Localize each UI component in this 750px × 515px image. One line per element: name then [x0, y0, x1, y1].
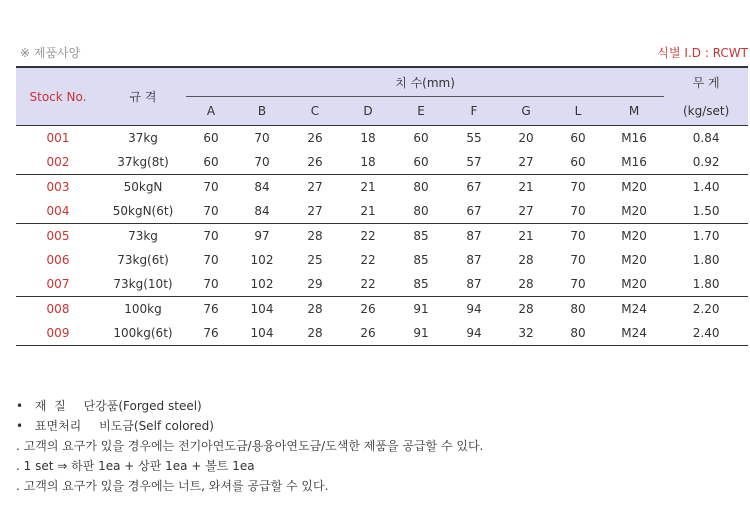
dim-a-cell: 70	[203, 253, 219, 267]
col-header-e: E	[394, 97, 448, 126]
dim-d-cell: 22	[360, 253, 376, 267]
dim-f-cell: 55	[448, 126, 500, 151]
stock-no-cell: 001	[16, 126, 100, 151]
dim-b-cell: 97	[236, 224, 288, 249]
spec-cell: 73kg	[100, 224, 186, 249]
weight-cell: 2.20	[664, 297, 748, 322]
dim-f-cell: 57	[466, 155, 482, 169]
table-row	[16, 321, 748, 346]
surface-value: 비도금(Self colored)	[99, 419, 214, 433]
col-header-weight-unit: (kg/set)	[664, 97, 748, 126]
spec-cell: 100kg(6t)	[100, 321, 186, 346]
dim-l-cell: 80	[552, 297, 604, 322]
dim-m-cell: M20	[604, 175, 664, 200]
bullet-icon: •	[16, 419, 24, 433]
dim-e-cell: 91	[394, 321, 448, 346]
dim-l-cell: 70	[552, 175, 604, 200]
dim-e-cell: 60	[413, 155, 429, 169]
col-header-spec: 규 격	[100, 67, 186, 126]
dim-e-cell: 80	[394, 175, 448, 200]
dim-b-cell: 104	[236, 297, 288, 322]
dim-m-cell: M20	[604, 224, 664, 249]
dim-g-cell: 27	[518, 155, 534, 169]
dim-a-cell: 76	[186, 297, 236, 322]
weight-cell: 1.40	[664, 175, 748, 200]
table-row	[16, 199, 748, 224]
note-nut-washer: . 고객의 요구가 있을 경우에는 너트, 와셔를 공급할 수 있다.	[16, 479, 329, 493]
dim-a-cell: 70	[186, 224, 236, 249]
col-header-c: C	[288, 97, 342, 126]
dim-b-cell: 84	[254, 204, 270, 218]
dim-e-cell: 91	[394, 297, 448, 322]
spec-cell: 73kg(6t)	[117, 253, 169, 267]
dim-c-cell: 28	[288, 297, 342, 322]
dim-l-cell: 70	[552, 224, 604, 249]
dim-d-cell: 21	[342, 175, 394, 200]
dim-m-cell: M24	[604, 321, 664, 346]
dim-a-cell: 70	[203, 277, 219, 291]
stock-no-cell: 007	[46, 277, 70, 291]
dim-a-cell: 76	[186, 321, 236, 346]
dim-f-cell: 67	[466, 204, 482, 218]
weight-cell: 0.84	[664, 126, 748, 151]
identification-id: 식별 I.D : RCWT	[657, 46, 748, 60]
dim-d-cell: 26	[342, 297, 394, 322]
col-header-a: A	[186, 97, 236, 126]
material-label: 재 질	[34, 399, 66, 413]
dim-a-cell: 70	[186, 175, 236, 200]
spec-table	[16, 66, 748, 346]
weight-cell: 1.70	[664, 224, 748, 249]
dim-g-cell: 21	[500, 224, 552, 249]
weight-cell: 1.80	[692, 277, 720, 291]
stock-no-cell: 008	[16, 297, 100, 322]
spec-cell: 73kg(10t)	[113, 277, 173, 291]
dim-e-cell: 80	[413, 204, 429, 218]
table-row	[16, 248, 748, 272]
dim-b-cell: 70	[236, 126, 288, 151]
note-set: . 1 set ⇒ 하판 1ea + 상판 1ea + 볼트 1ea	[16, 459, 255, 473]
col-header-d: D	[342, 97, 394, 126]
dim-d-cell: 26	[342, 321, 394, 346]
dim-l-cell: 60	[552, 126, 604, 151]
dim-d-cell: 22	[342, 224, 394, 249]
spec-cell: 50kgN	[100, 175, 186, 200]
dim-b-cell: 102	[250, 277, 274, 291]
dim-g-cell: 21	[500, 175, 552, 200]
spec-cell: 100kg	[100, 297, 186, 322]
dim-d-cell: 22	[360, 277, 376, 291]
dim-f-cell: 87	[466, 277, 482, 291]
dim-l-cell: 70	[570, 253, 586, 267]
note-material	[16, 396, 736, 416]
dim-c-cell: 28	[288, 224, 342, 249]
spec-cell: 37kg(8t)	[117, 155, 169, 169]
dim-d-cell: 18	[360, 155, 376, 169]
dim-g-cell: 27	[518, 204, 534, 218]
note-surface	[16, 416, 736, 436]
table-row	[16, 150, 748, 175]
stock-no-cell: 004	[46, 204, 70, 218]
dim-c-cell: 25	[307, 253, 323, 267]
title-row	[20, 44, 748, 62]
dim-e-cell: 60	[394, 126, 448, 151]
dim-m-cell: M16	[604, 126, 664, 151]
dim-a-cell: 70	[203, 204, 219, 218]
dim-c-cell: 27	[288, 175, 342, 200]
weight-cell: 0.92	[692, 155, 720, 169]
dim-b-cell: 84	[236, 175, 288, 200]
dim-c-cell: 28	[288, 321, 342, 346]
col-header-stock: Stock No.	[16, 67, 100, 126]
dim-c-cell: 27	[307, 204, 323, 218]
table-row	[16, 297, 748, 322]
dim-b-cell: 102	[250, 253, 274, 267]
col-header-dimensions: 치 수(mm)	[186, 67, 664, 97]
table-row	[16, 175, 748, 200]
table-row	[16, 272, 748, 297]
dim-m-cell: M20	[621, 277, 647, 291]
dim-g-cell: 28	[518, 277, 534, 291]
dim-b-cell: 70	[254, 155, 270, 169]
col-header-weight: 무 게	[664, 67, 748, 97]
dim-l-cell: 70	[570, 277, 586, 291]
dim-c-cell: 29	[307, 277, 323, 291]
stock-no-cell: 006	[46, 253, 70, 267]
spec-cell: 50kgN(6t)	[112, 204, 174, 218]
dim-m-cell: M16	[621, 155, 647, 169]
surface-label: 표면처리	[34, 419, 82, 433]
stock-no-cell: 009	[16, 321, 100, 346]
dim-g-cell: 20	[500, 126, 552, 151]
dim-d-cell: 18	[342, 126, 394, 151]
col-header-m: M	[604, 97, 664, 126]
weight-cell: 1.50	[692, 204, 720, 218]
col-header-l: L	[552, 97, 604, 126]
dim-e-cell: 85	[413, 277, 429, 291]
col-header-g: G	[500, 97, 552, 126]
material-value: 단강품(Forged steel)	[83, 399, 202, 413]
dim-m-cell: M20	[621, 253, 647, 267]
col-header-b: B	[236, 97, 288, 126]
table-row	[16, 224, 748, 249]
dim-g-cell: 28	[518, 253, 534, 267]
dim-f-cell: 94	[448, 321, 500, 346]
note-plating: . 고객의 요구가 있을 경우에는 전기아연도금/용융아연도금/도색한 제품을 공급할 수 있다.	[16, 439, 484, 453]
spec-title: ※ 제품사양	[20, 46, 81, 60]
dim-m-cell: M20	[621, 204, 647, 218]
dim-f-cell: 87	[466, 253, 482, 267]
dim-a-cell: 60	[203, 155, 219, 169]
dim-l-cell: 70	[570, 204, 586, 218]
dim-b-cell: 104	[236, 321, 288, 346]
stock-no-cell: 002	[46, 155, 70, 169]
dim-e-cell: 85	[413, 253, 429, 267]
stock-no-cell: 003	[16, 175, 100, 200]
weight-cell: 1.80	[692, 253, 720, 267]
bullet-icon: •	[16, 399, 24, 413]
dim-c-cell: 26	[288, 126, 342, 151]
table-row	[16, 126, 748, 151]
dim-g-cell: 28	[500, 297, 552, 322]
dim-l-cell: 80	[552, 321, 604, 346]
header-row	[16, 67, 748, 97]
dim-a-cell: 60	[186, 126, 236, 151]
dim-f-cell: 67	[448, 175, 500, 200]
dim-d-cell: 21	[360, 204, 376, 218]
col-header-f: F	[448, 97, 500, 126]
dim-c-cell: 26	[307, 155, 323, 169]
dim-f-cell: 87	[448, 224, 500, 249]
notes	[16, 396, 736, 496]
dim-g-cell: 32	[500, 321, 552, 346]
dim-e-cell: 85	[394, 224, 448, 249]
spec-cell: 37kg	[100, 126, 186, 151]
dim-l-cell: 60	[570, 155, 586, 169]
stock-no-cell: 005	[16, 224, 100, 249]
weight-cell: 2.40	[664, 321, 748, 346]
dim-m-cell: M24	[604, 297, 664, 322]
dim-f-cell: 94	[448, 297, 500, 322]
